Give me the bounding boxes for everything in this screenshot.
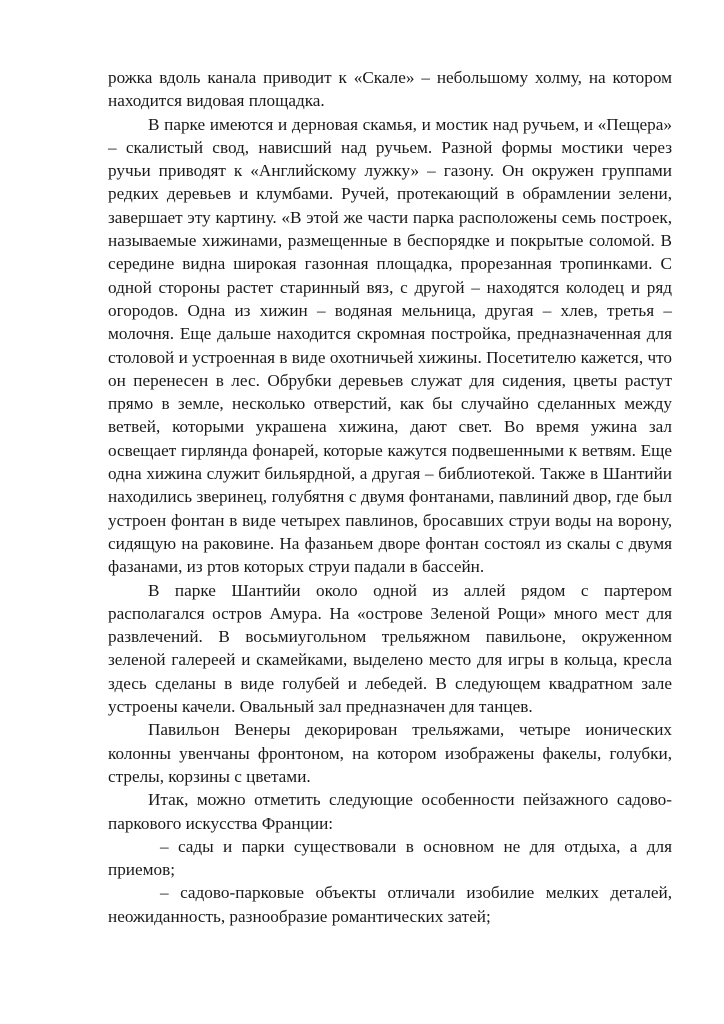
- body-text: [108, 66, 672, 928]
- list-item-receptions: – сады и парки существовали в основном не для отдыха, а для приемов;: [108, 836, 672, 880]
- paragraph-summary-intro: Итак, можно отметить следующие особенности пейзажного садово-паркового искусства Франции:: [108, 790, 672, 833]
- paragraph-island-of-amour: В парке Шантийи около одной из аллей рядом с партером располагался остров Амура. На «острове Зеленой Рощи» много мест для развлечений. В восьмиугольном трельяжном павильоне, окруженном зеленой галереей и скамейками, выделено место для игры в кольца, кресла здесь сделаны в виде голубей и лебедей. В следующем квадратном зале устроены качели. Овальный зал предназначен для танцев.: [108, 580, 672, 717]
- list-item-details: – садово-парковые объекты отличали изобилие мелких деталей, неожиданность, разнообразие романтических затей;: [108, 883, 672, 926]
- paragraph-venus-pavilion: Павильон Венеры декорирован трельяжами, четыре ионических колонны увенчаны фронтоном, на котором изображены факелы, голубки, стрелы, корзины с цветами.: [108, 720, 672, 786]
- paragraph-park-features: В парке имеются и дерновая скамья, и мостик над ручьем, и «Пещера» – скалистый свод, нависший над ручьем. Разной формы мостики через ручьи приводят к «Английскому лужку» – газону. Он окружен группами редких деревьев и клумбами. Ручей, протекающий в обрамлении зелени, завершает эту картину. «В этой же части парка расположены семь построек, называемые хижинами, размещенные в беспорядке и покрытые соломой. В середине видна широкая газонная площадка, прорезанная тропинками. С одной стороны растет старинный вяз, с другой – находятся колодец и ряд огородов. Одна из хижин – водяная мельница, другая – хлев, третья – молочня. Еще дальше находится скромная постройка, предназначенная для столовой и устроенная в виде охотничьей хижины. Посетителю кажется, что он перенесен в лес. Обрубки деревьев служат для сидения, цветы растут прямо в земле, несколько отверстий, как бы случайно сделанных между ветвей, которыми украшена хижина, дают свет. Во время ужина зал освещает гирлянда фонарей, которые кажутся подвешенными к ветвям. Еще одна хижина служит бильярдной, а другая – библиотекой. Также в Шантийи находились зверинец, голубятня с двумя фонтанами, павлиний двор, где был устроен фонтан в виде четырех павлинов, бросавших струи воды на ворону, сидящую на раковине. На фазаньем дворе фонтан состоял из скалы с двумя фазанами, из ртов которых струи падали в бассейн.: [108, 114, 672, 577]
- paragraph-continuation: рожка вдоль канала приводит к «Скале» – небольшому холму, на котором находится видовая площадка.: [108, 68, 672, 111]
